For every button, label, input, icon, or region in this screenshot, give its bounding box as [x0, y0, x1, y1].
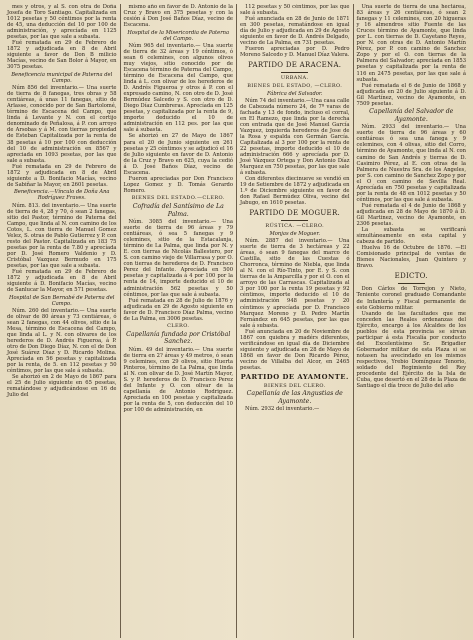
paragraph: Núm. 813. del inventario.— Una suerte de tierra de 4, 28 y 70, ó sean 2 fanegas, sitio del Pastor, término de Paterna del Campo, que linda al N. con camino de los Cotos, L. con tierra de Manuel Gomez Velez, S. otras de Pablo Gutierrez y P. con resto del Pastor. Capitalizada en 183 75 pesetas por la renta de 7.80 y aprecíada por D. José Romero Valdenio y D. Cristóbal Vazquez Bermudo en 175 pesetas, por las que sale a subasta. — [7, 202, 117, 269]
paragraph: Huelva 16 de Octubre de 1876. —El Comisionado principal de ventas de Bienes Nacionales, Juan Quintero y Bravo. — [356, 245, 466, 270]
section-heading: Capellanía de las Angustias de Ayamonte. — [246, 390, 343, 405]
section-heading: Hospital de la Misericordia de Paterna del Campo. — [127, 29, 230, 42]
paragraph: Don Cárlos de Torrejon y Nieto, Teniente coronel graduado Comandante de Infantería y Fiscal permanente de este Gobierno militar. — [356, 286, 466, 311]
column-4 — [353, 4, 470, 638]
column-1 — [4, 4, 120, 638]
paragraph: Fueron apreciadas por Don Francisco Lopez Gomez y D. Tomás Gerardo Romero. — [123, 175, 233, 194]
section-heading: BIENES DEL CLERO. — [263, 382, 326, 389]
heading-rule — [398, 283, 425, 284]
paragraph: Se ahorizó en 2 de Mayo de 1867 para el 25 de Julio siguiente en 65 pesetas, rematándose y adjudicándose en 16 de Julio del — [7, 374, 117, 399]
paragraph: Fué rematada el 6 de Junio de 1868 y adjudicada en 20 de Julio siguiente á D. Gil Martínez, vecino de Ayamonte, en 7509 pesetas. — [356, 82, 466, 107]
section-heading: CLERO. — [167, 323, 190, 330]
section-heading: Hospital de San Bernabé de Paterna del Campo. — [9, 294, 115, 307]
section-heading: PARTIDO DE ARACENA. — [248, 61, 342, 70]
paragraph: Núm. 2932 del inventario.— — [245, 406, 320, 413]
heading-rule — [281, 220, 308, 221]
section-heading: PARTIDO DE MOGUER. — [249, 209, 341, 218]
paragraph: Fué anunciada en 28 de Junio de 1871 en 300 pesetas, rematándose en igual día de Julio y adjudicada en 29 de Agosto siguiente en favor de D. Andrés Delgado, vecino de La Palma, en 731 pesetas. — [240, 16, 350, 47]
paragraph: Núm. 2933 del inventario.— Una suerte de tierra de 96 áreas y 60 centiáreas ó sea una fanega y 9 celemines, con 4 olivas, sitio del Corro, término de Ayamonte, que linda al N. con camino de San Andrés y tierras de D. Casimiro Pérez, al E. con otras de la Palmera de Nuestra Sra. de los Angeles, por S. con camino de Sanchez Zopo y por el O con camino de Sevilla Real. Aprecíada en 750 pesetas y capitalizada por la renta de 48 en 1012 pesetas y 50 céntimos, por las que sale á subasta. — [356, 124, 466, 203]
section-heading: PARTIDO DE AYAMONTE. — [240, 372, 349, 381]
section-heading: BIENES DEL ESTADO.—CLERO. — [131, 195, 225, 202]
section-heading: URBANA. — [280, 75, 309, 82]
section-heading: Capellanía fundada por Cristóbal Sanchez. — [126, 330, 231, 346]
column-2 — [120, 4, 237, 638]
paragraph: mismo año en favor de D. Antonio de la Cruz y Bravo en 375 pesetas y con la cesión á Don José Baños Díaz, vecino de Escacena. — [123, 4, 233, 29]
section-heading: EDICTO. — [394, 272, 428, 281]
paragraph: mes y otros, y al S. con otra de Doña Josefa de Toro Santiago. Capitalizada en 1012 pesetas y 50 céntimos por la renta de 45, una deducción del 10 por 100 de administración, y aprecíada en 1125 pesetas, por las que sale a subasta. — [7, 4, 117, 41]
paragraph: Fué rematada en 29 de Febrero de 1872 y adjudicada en 8 de Abril siguiente á D. Bonifacio Macías, vecino de Sanlucar la Mayor, en 571 pesetas. — [7, 269, 117, 294]
section-heading: Monjas de Moguer. — [269, 230, 321, 237]
columns — [4, 4, 469, 638]
paragraph: Núm 74 del inventario.—Una casa calle de Cabezada número 24, de 7ª varas de fachada y 13 de fondo, incluso el corral, en El Ramezo, que linda por la derecha con entrada que de José Manuel García Vazquez, izquierda herederos de Jose de la Rosa y espalda con Germán García. Capitalizada al 3 por 100 por la renta de 22 pesetas, importe deducido el 10 de administración 666 y aprecíada por D. José Vázquez Ortega y Don Antonio Díaz Marquez en 750 pesetas, por las que sale á subasta. — [240, 97, 350, 177]
paragraph: Fué rematada en 28 de Julio de 1876 y adjudicada en 29 de Agosto siguiente en favor de D. Francisco Díaz Palma, vecino de La Palma, en 3006 pesetas. — [123, 297, 233, 322]
section-heading: RÚSTICA. —CLERO. — [265, 223, 325, 230]
paragraph: Núm 965 del inventario.— Una suerte de tierra de 32 áreas y 19 céntimos, ó sean 6 celemines, con algunos olivos muy viejos, sitio conocido por de Escacena término de Paterna del Campo, término de Escacena del Campo, que linda á L. con olivar de los herederos de D. Andrés Figueroa y otros á P. con el expresado camino, N. con otro de D. José Bermúdez Salcedo y S. con otro de D. Diego Díaz Cumbreras. Aprecíada en 125 pesetas, y capitalizada por la renta de 9, importe deducido el 10 de administración en 112 pes. por las que sale á subasta. — [123, 42, 233, 134]
section-heading: Cofradía del Santísimo de La Palma. — [132, 203, 224, 218]
section-heading: Capellanía del Salvador de Ayamonte. — [369, 108, 454, 123]
paragraph: Fueron apreciadas por D. Pedro Moreno Salcedo y D. Manuel Díaz Valera. — [240, 46, 350, 59]
section-heading: Fábrica del Salvador. — [267, 90, 323, 97]
paragraph: 112 pesetas y 50 céntimos, por las que sale á subasta. — [240, 4, 350, 17]
paragraph: Fué anunciada en 20 de Noviembre de 1867 con quiebra y madérs diferentes, verificándose en igual día de Diciembre siguiente y adjudicada en 28 de Mayo de 1868 en favor de Don Ricardo Pérez, vecino de Villalba del Alcor, en 2465 pesetas. — [240, 328, 350, 371]
paragraph: Núm. 260 del inventario.— Una suerte de olivar de 80 áreas y 73 centiáreas, ó sean 2 fanegas, con 44 olivos, sitio de la Mesa, término de Escacena del Campo, que linda al L. y N. con olivares de los herederos de D. Andrés Figueroa, á P. otro de Don Diego Díaz, N. con el de Don José Suárez Díaz y D. Ricardo Molina. Aprecíada en 56 pesetas y capitalizada por la renta, de 5. en 112 pesetas y 50 céntimos, por las que sale á subasta. — [7, 307, 117, 375]
paragraph: Núm 856 del inventario.— Una suerte de tierra de 8 fanegas, tres obras y 58 centiáreas, á unas 11 fanegas, sitio de Arlasse, conocido por de San Bartolomé, término de Escacena del Campo, que linda á Levante y N. con el cortijo denominado de Peñalosa, á P. con arroyo de Arsobas y á M. con tierras propiedad de Esteban Capitalizada por la renta de 38 pesetas á 10 por 100 con deducción del 10 de administración en 8567 y apreciada en 1093 pesetas, por las que sale a subasta. — [7, 85, 117, 164]
paragraph: Fué rematada en 29 de Febrero de 1872 y adjudicada en 8 de Abril siguiente a D. Bonifacio Macías, vecino de Sabiñar la Mayor, en 2601 pesetas. — [7, 163, 117, 188]
paragraph: Con diferentes diecinueve se vendió en 19 de Setiembre de 1872 y adjudicada en 1.º de Diciembre siguiente en favor de don Rafael Bermúdez Oliva, vecino del Jabugo, en 1610 pesetas. — [240, 176, 350, 207]
column-3 — [236, 4, 353, 638]
paragraph: Usando de las facultades que me conceden las Reales ordenanzas del Ejército, encargo á los Alcaldes de los pueblos de esta provincia se sirvan participar á esta Fiscalía por conducto del Excelentísimo Sr. Brigadier Gobernador militar de esta Plaza si se notasen ha avecindado en los mismos respectivos, Yrebio Domínguez Tenorio, soldado del Regimiento del Rey procedente del Ejército de la Isla de Cuba, que desertó en el 28 de la Plaza de Santiago el día trece de Julio del año — [356, 310, 466, 390]
paragraph: Núm. 2887 del inventario.— Una suerte de tierra de 3 hectáreas y 22 áreas, ó sean 9 fanegas del marco de Castilla, sitio de las Cuestas ó Chorronca, término de Niebla, que linda al N. con el Río-Tinto, por E. y S. con tierras de la Amparcilla y por el O. con el arroyo de las Carrascas. Capitalizada al 3 por 100 por la renta 19 pesetas y 92 céntimos, importe deducido el 10 de administración 948 pesetas y 20 céntimos y aprecíada por D. Francisco Marquez Moreno y D. Pedro Martín Fernández en 645 pesetas, por las que sale á subasta. — [240, 238, 350, 329]
paragraph: Núm. 49 del inventario.— Una suerte de tierra en 2? áreas y 49 metros, ó sean 9 celemines, con 29 olivos, sitio Huerta Pinteros, término de La Palma, que linda al N. con olivar de D. José Martín Mayor, S. y P. herederos de D. Francisco Perez del Infante y O. con olivar de la capellanía de Antonio Rodriguez. Apreciada en 100 pesetas y capitalizada por la renta de 5, con deducción del 10 por 100 de administración, en — [123, 346, 233, 414]
paragraph: Una suerte de tierra de una hectárea, 83 áreas y 26 centiáreas, ó sean 2 fanegas y 11 celemines, con 20 higueras y 16 almendros sitio Fuente de las Cruces término de Ayamonte, que linda por L. con tierras de D. Cayetano Reyes, por N. con otras de D. Antonio Martín Pérez, por P. con camino de Sanchez Zopo y por el O. con tierras de la Palmera del Salvador; aprecíada en 1853 pesetas y capitalizada por la renta de 116 en 2475 pesetas, por las que sale á subasta. — [356, 4, 466, 83]
section-heading: BIENES DEL ESTADO, —CLERO. — [247, 82, 343, 89]
section-heading: Beneficencia.—Vínculo de Doña Ana Rodríguez Fraves. — [13, 189, 110, 202]
paragraph: Fué rematada el 4 de Junio de 1868 y adjudicada en 28 de Mayo de 1870 á D. Gil Martinez, vecino de Ayamonte, en 2306 pesetas. — [356, 202, 466, 228]
paragraph: Se ahorizó en 27 de Mayo de 1867 para el 20 de Junio siguiente en 261 pesetas y 25 céntimos y se adjudicó el 16 de Julio siguiente en favor de D. Antonio de la Cruz y Bravo en 625, cuya la cedió á D. José Baños Díaz, vecino de Escacena. — [123, 133, 233, 176]
heading-rule — [281, 72, 308, 73]
section-heading: Beneficencia municipal de Paterna del Campo. — [11, 72, 113, 85]
paragraph: Núm. 3085 del inventario.— Una suerte de tierra de 96 áreas y 79 centiáreas, ó sea 5 fanegas y 9 celemines, sitio de la Estacalanja, término de La Palma, que linda por N. y E. con tierras de Nicolás Ballestero, por S. con camino viejo de Villarrasa y por O. con tierras de herederos de D. Francisco Perez del Infante. Aprecíada en 500 pesetas y capitalizada á 4 por 100 por la renta de 14, importe deducido el 10 de administración 562 pesetas y 50 céntimos, por las que sale á subasta. — [123, 219, 233, 298]
paragraph: Fué rematada en 29 de Febrero de 1872 y adjudicada en 8 de Abril siguiente a favor de Don B milicio Macías, vecino de San Bolor á Mayor, en 3075 pesetas. — [7, 40, 117, 71]
paragraph: La subasta se verificará simultáneamente en esta capital y cabeza de partido. — [356, 227, 466, 246]
